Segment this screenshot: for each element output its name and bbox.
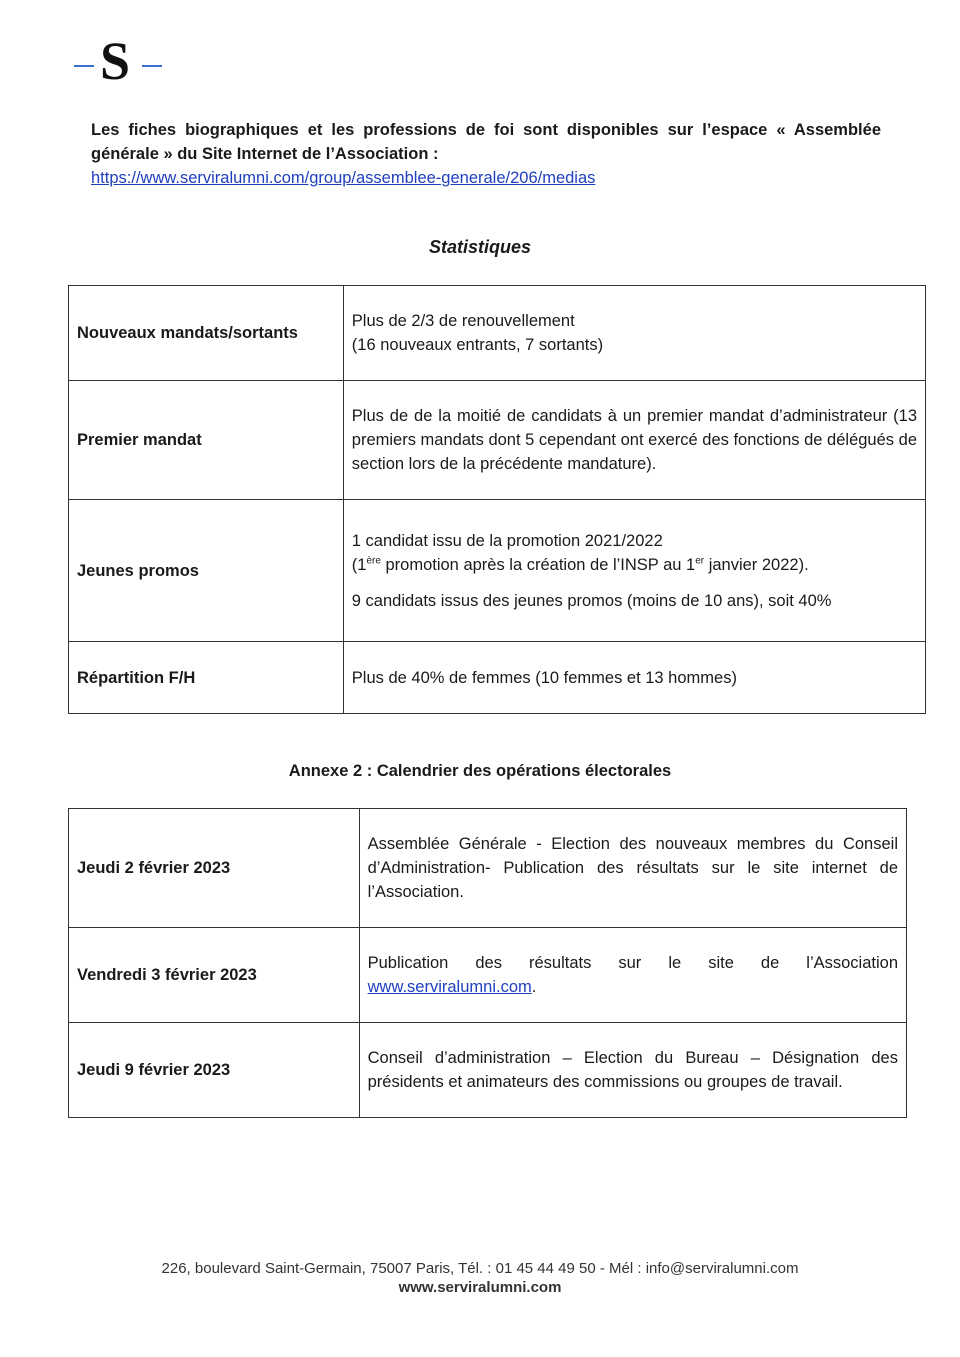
row-date: Jeudi 9 février 2023 [69, 1023, 360, 1118]
row-value-line: (1ère promotion après la création de l’INSP au 1er janvier 2022). [351, 555, 809, 574]
website-link[interactable]: www.serviralumni.com [367, 978, 532, 996]
logo-dash-right [142, 65, 162, 67]
footer-website: www.serviralumni.com [398, 1279, 562, 1296]
intro-link[interactable]: https://www.serviralumni.com/group/assemblee-generale/206/medias [91, 169, 596, 187]
row-value-line: (16 nouveaux entrants, 7 sortants) [351, 336, 604, 354]
row-value-text: Publication des résultats sur le site de l’Association [367, 954, 898, 972]
row-value-line: 9 candidats issus des jeunes promos (moins de 10 ans), soit 40% [351, 591, 832, 610]
row-value [343, 286, 925, 381]
row-value: Plus de 40% de femmes (10 femmes et 13 hommes) [343, 642, 925, 714]
row-label: Premier mandat [69, 381, 344, 500]
row-date: Vendredi 3 février 2023 [69, 928, 360, 1023]
intro-text: Les fiches biographiques et les professions de foi sont disponibles sur l’espace « Assemblée générale » du Site Internet de l’Association : [91, 121, 881, 163]
table-row [69, 642, 926, 714]
intro-paragraph [91, 118, 881, 190]
row-value-line: 1 candidat issu de la promotion 2021/2022 [351, 531, 663, 550]
logo-dash-left [74, 65, 94, 67]
table-row [69, 500, 926, 642]
row-label: Répartition F/H [69, 642, 344, 714]
table-row [69, 381, 926, 500]
table-row [69, 809, 907, 928]
row-value: Conseil d’administration – Election du Bureau – Désignation des présidents et animateurs des commissions ou groupes de travail. [359, 1023, 906, 1118]
association-logo [74, 31, 164, 92]
row-value-line: Plus de 2/3 de renouvellement [351, 312, 575, 330]
footer-address: 226, boulevard Saint-Germain, 75007 Paris, Tél. : 01 45 44 49 50 - Mél : info@serviralumni.com [161, 1260, 799, 1277]
stats-table [68, 285, 926, 714]
row-value: Plus de de la moitié de candidats à un premier mandat d’administrateur (13 premiers mandats dont 5 cependant ont exercé des fonctions de délégués de section lors de la précédente mandature). [343, 381, 925, 500]
annexe-title: Annexe 2 : Calendrier des opérations électorales [288, 762, 672, 780]
logo-letter: S [100, 31, 131, 91]
row-date: Jeudi 2 février 2023 [69, 809, 360, 928]
row-value [343, 500, 925, 642]
table-row [69, 1023, 907, 1118]
table-row [69, 286, 926, 381]
stats-title: Statistiques [428, 237, 532, 257]
row-label: Nouveaux mandats/sortants [69, 286, 344, 381]
table-row [69, 928, 907, 1023]
page-footer [0, 1259, 960, 1297]
row-value: Assemblée Générale - Election des nouveaux membres du Conseil d’Administration- Publication des résultats sur le site internet de l’Association. [359, 809, 906, 928]
row-label: Jeunes promos [69, 500, 344, 642]
row-value: Publication des résultats sur le site de l’Association www.serviralumni.com. [359, 928, 906, 1023]
calendar-table [68, 808, 907, 1118]
